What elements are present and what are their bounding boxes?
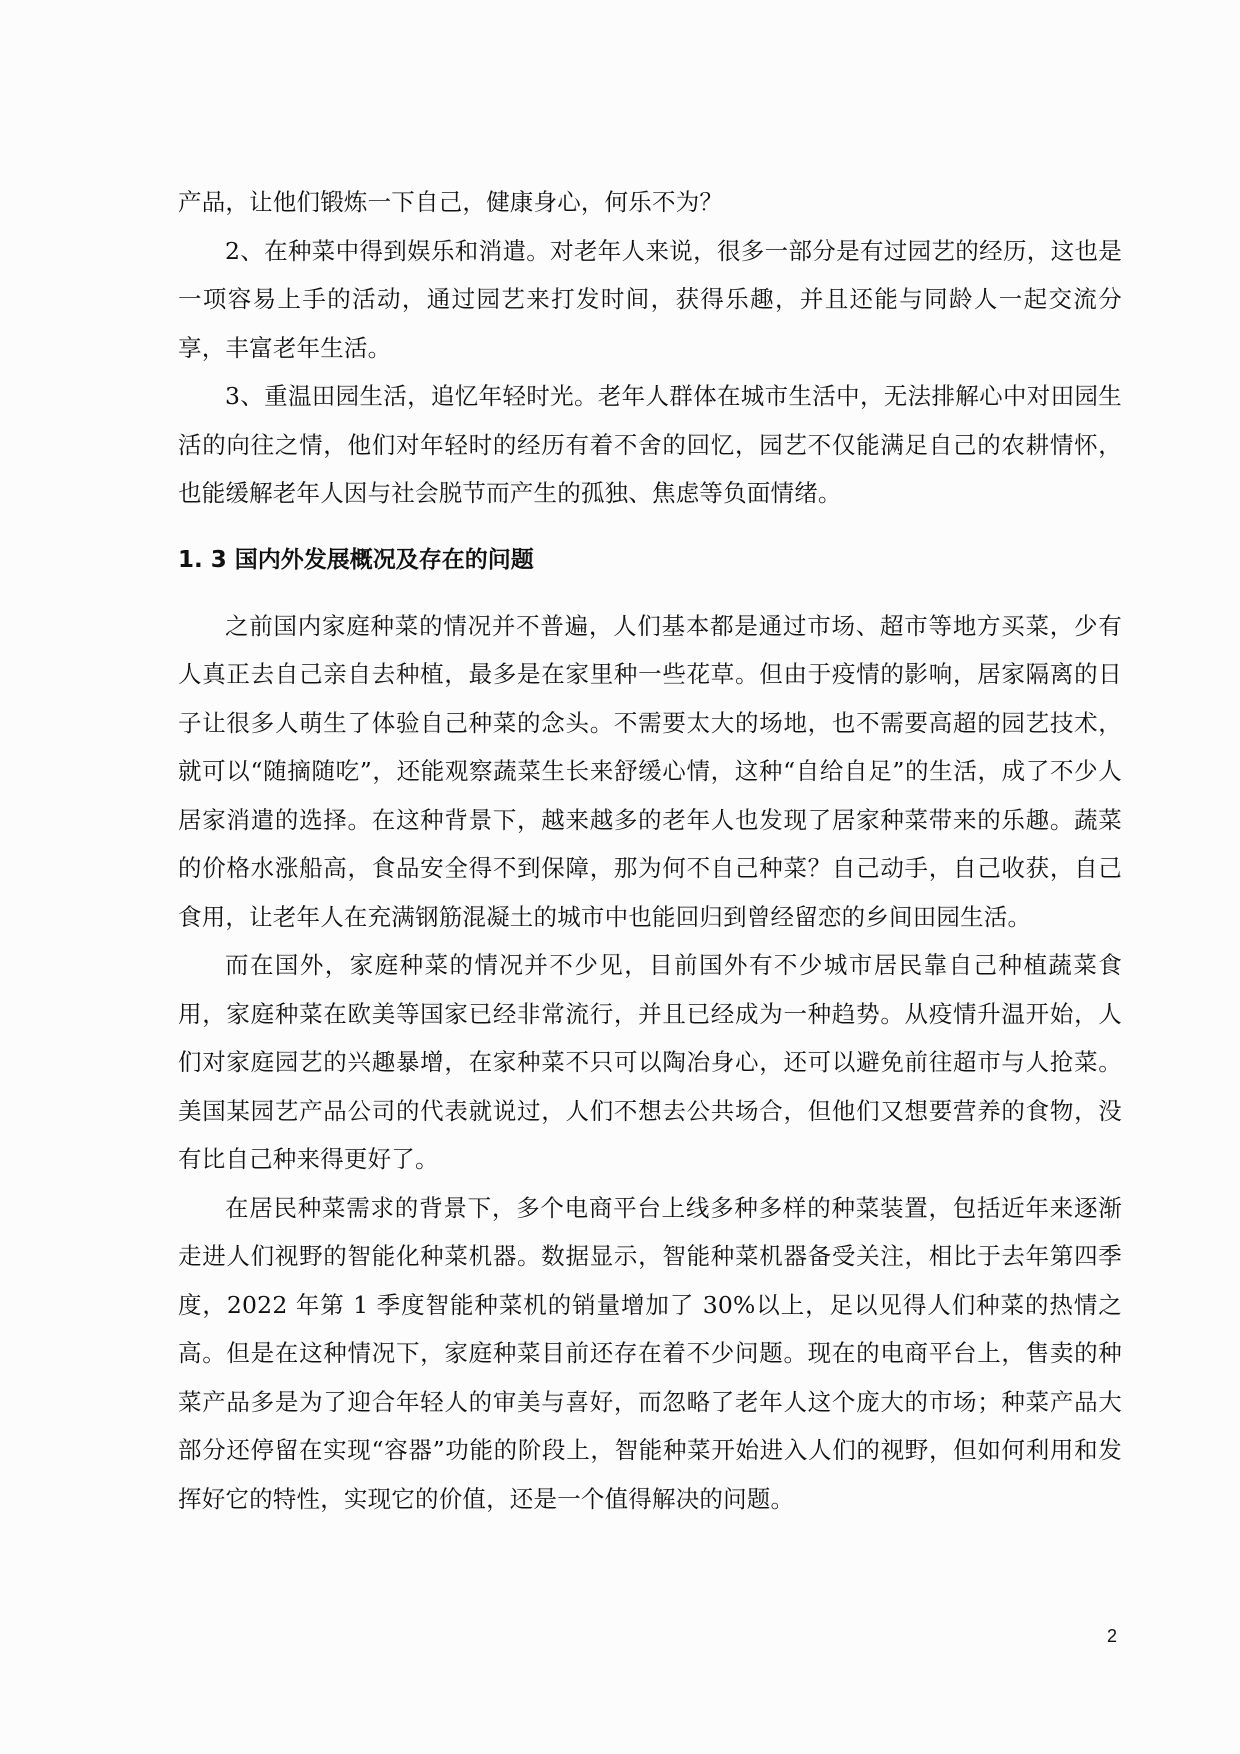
document-page	[178, 178, 1122, 1523]
paragraph-domestic: 之前国内家庭种菜的情况并不普遍，人们基本都是通过市场、超市等地方买菜，少有人真正去自己亲自去种植，最多是在家里种一些花草。但由于疫情的影响，居家隔离的日子让很多人萌生了体验自己种菜的念头。不需要太大的场地，也不需要高超的园艺技术，就可以“随摘随吃”，还能观察蔬菜生长来舒缓心情，这种“自给自足”的生活，成了不少人居家消遣的选择。在这种背景下，越来越多的老年人也发现了居家种菜带来的乐趣。蔬菜的价格水涨船高，食品安全得不到保障，那为何不自己种菜？自己动手，自己收获，自己食用，让老年人在充满钢筋混凝土的城市中也能回归到曾经留恋的乡间田园生活。	[178, 611, 1122, 931]
paragraph-ecommerce: 在居民种菜需求的背景下，多个电商平台上线多种多样的种菜装置，包括近年来逐渐走进人们视野的智能化种菜机器。数据显示，智能种菜机器备受关注，相比于去年第四季度，2022 年第 1 季度智能种菜机的销量增加了 30%以上，足以见得人们种菜的热情之高。但是在这种情况下，家庭种菜目前还存在着不少问题。现在的电商平台上，售卖的种菜产品多是为了迎合年轻人的审美与喜好，而忽略了老年人这个庞大的市场；种菜产品大部分还停留在实现“容器”功能的阶段上，智能种菜开始进入人们的视野，但如何利用和发挥好它的特性，实现它的价值，还是一个值得解决的问题。	[178, 1193, 1122, 1513]
section-heading: 1. 3 国内外发展概况及存在的问题	[178, 546, 534, 573]
paragraph-continuation: 产品，让他们锻炼一下自己，健康身心，何乐不为？	[178, 188, 724, 216]
paragraph-abroad: 而在国外，家庭种菜的情况并不少见，目前国外有不少城市居民靠自己种植蔬菜食用，家庭种菜在欧美等国家已经非常流行，并且已经成为一种趋势。从疫情升温开始，人们对家庭园艺的兴趣暴增，在家种菜不只可以陶冶身心，还可以避免前往超市与人抢菜。美国某园艺产品公司的代表就说过，人们不想去公共场合，但他们又想要营养的食物，没有比自己种来得更好了。	[178, 951, 1122, 1173]
paragraph-point-3: 3、重温田园生活，追忆年轻时光。老年人群体在城市生活中，无法排解心中对田园生活的向往之情，他们对年轻时的经历有着不舍的回忆，园艺不仅能满足自己的农耕情怀，也能缓解老年人因与社会脱节而产生的孤独、焦虑等负面情绪。	[178, 382, 1122, 507]
page-number: 2	[1107, 1626, 1118, 1646]
paragraph-point-2: 2、在种菜中得到娱乐和消遣。对老年人来说，很多一部分是有过园艺的经历，这也是一项容易上手的活动，通过园艺来打发时间，获得乐趣，并且还能与同龄人一起交流分享，丰富老年生活。	[178, 236, 1122, 362]
